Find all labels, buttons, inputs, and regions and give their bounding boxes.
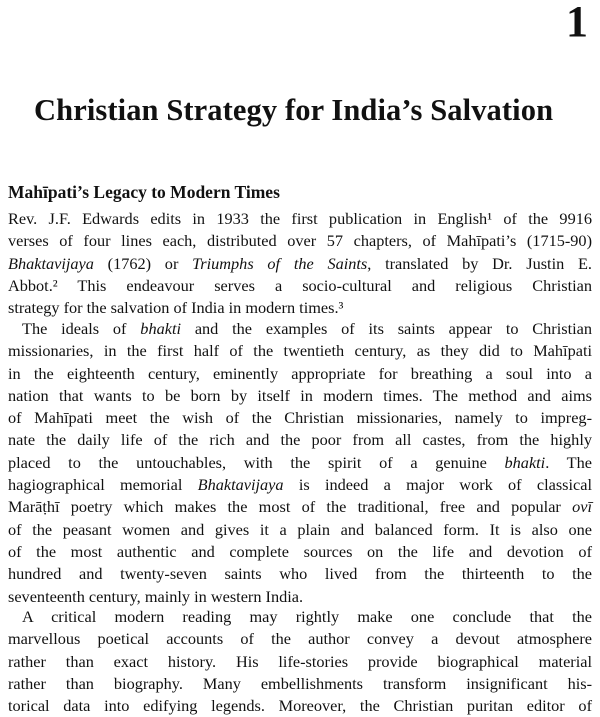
- paragraph-line: of the peasant women and gives it a plain and balanced form. It is also one: [8, 519, 592, 539]
- paragraph-line: seventeenth century, mainly in western India.: [8, 586, 304, 606]
- paragraph-2: [8, 318, 592, 608]
- paragraph-line: Bhaktavijaya (1762) or Triumphs of the Saints, translated by Dr. Justin E.: [8, 253, 593, 273]
- paragraph-3: [8, 606, 592, 717]
- paragraph-line: rather than biography. Many embellishments transform insignificant his-: [8, 673, 592, 693]
- paragraph-line: torical data into edifying legends. Moreover, the Christian puritan editor of: [8, 696, 592, 716]
- paragraph-line: nate the daily life of the rich and the poor from all castes, from the highly: [8, 430, 592, 450]
- paragraph-line: rather than exact history. His life-stories provide biographical material: [8, 651, 592, 671]
- paragraph-line: of Mahīpati meet the wish of the Christian missionaries, namely to impreg-: [8, 408, 592, 428]
- section-heading: Mahīpati’s Legacy to Modern Times: [8, 182, 280, 202]
- paragraph-line: Rev. J.F. Edwards edits in 1933 the first publication in English¹ of the 9916: [8, 209, 592, 228]
- paragraph-line: of the most authentic and complete sources on the life and devotion of: [8, 541, 592, 561]
- paragraph-line: nation that wants to be born by itself in modern times. The method and aims: [8, 385, 592, 405]
- paragraph-line: strategy for the salvation of India in modern times.³: [8, 298, 344, 318]
- paragraph-line: hagiographical memorial Bhaktavijaya is indeed a major work of classical: [8, 475, 592, 495]
- paragraph-line: Abbot.² This endeavour serves a socio-cultural and religious Christian: [8, 275, 592, 295]
- chapter-title: Christian Strategy for India’s Salvation: [34, 93, 554, 127]
- paragraph-line: missionaries, in the first half of the twentieth century, as they did to Mahīpati: [8, 341, 592, 361]
- paragraph-line: hundred and twenty-seven saints who lived from the thirteenth to the: [8, 564, 592, 584]
- chapter-number: 1: [566, 0, 588, 46]
- paragraph-1: [8, 208, 592, 319]
- paragraph-line: The ideals of bhakti and the examples of its saints appear to Christian: [22, 319, 592, 338]
- paragraph-line: verses of four lines each, distributed over 57 chapters, of Mahīpati’s (1715-90): [8, 231, 592, 251]
- paragraph-line: placed to the untouchables, with the spirit of a genuine bhakti. The: [8, 452, 592, 472]
- paragraph-line: marvellous poetical accounts of the author convey a devout atmosphere: [8, 629, 592, 649]
- paragraph-line: Marāṭhī poetry which makes the most of the traditional, free and popular ovī: [8, 497, 592, 517]
- paragraph-line: A critical modern reading may rightly make one conclude that the: [22, 607, 592, 626]
- paragraph-line: in the eighteenth century, eminently appropriate for breathing a soul into a: [8, 363, 592, 383]
